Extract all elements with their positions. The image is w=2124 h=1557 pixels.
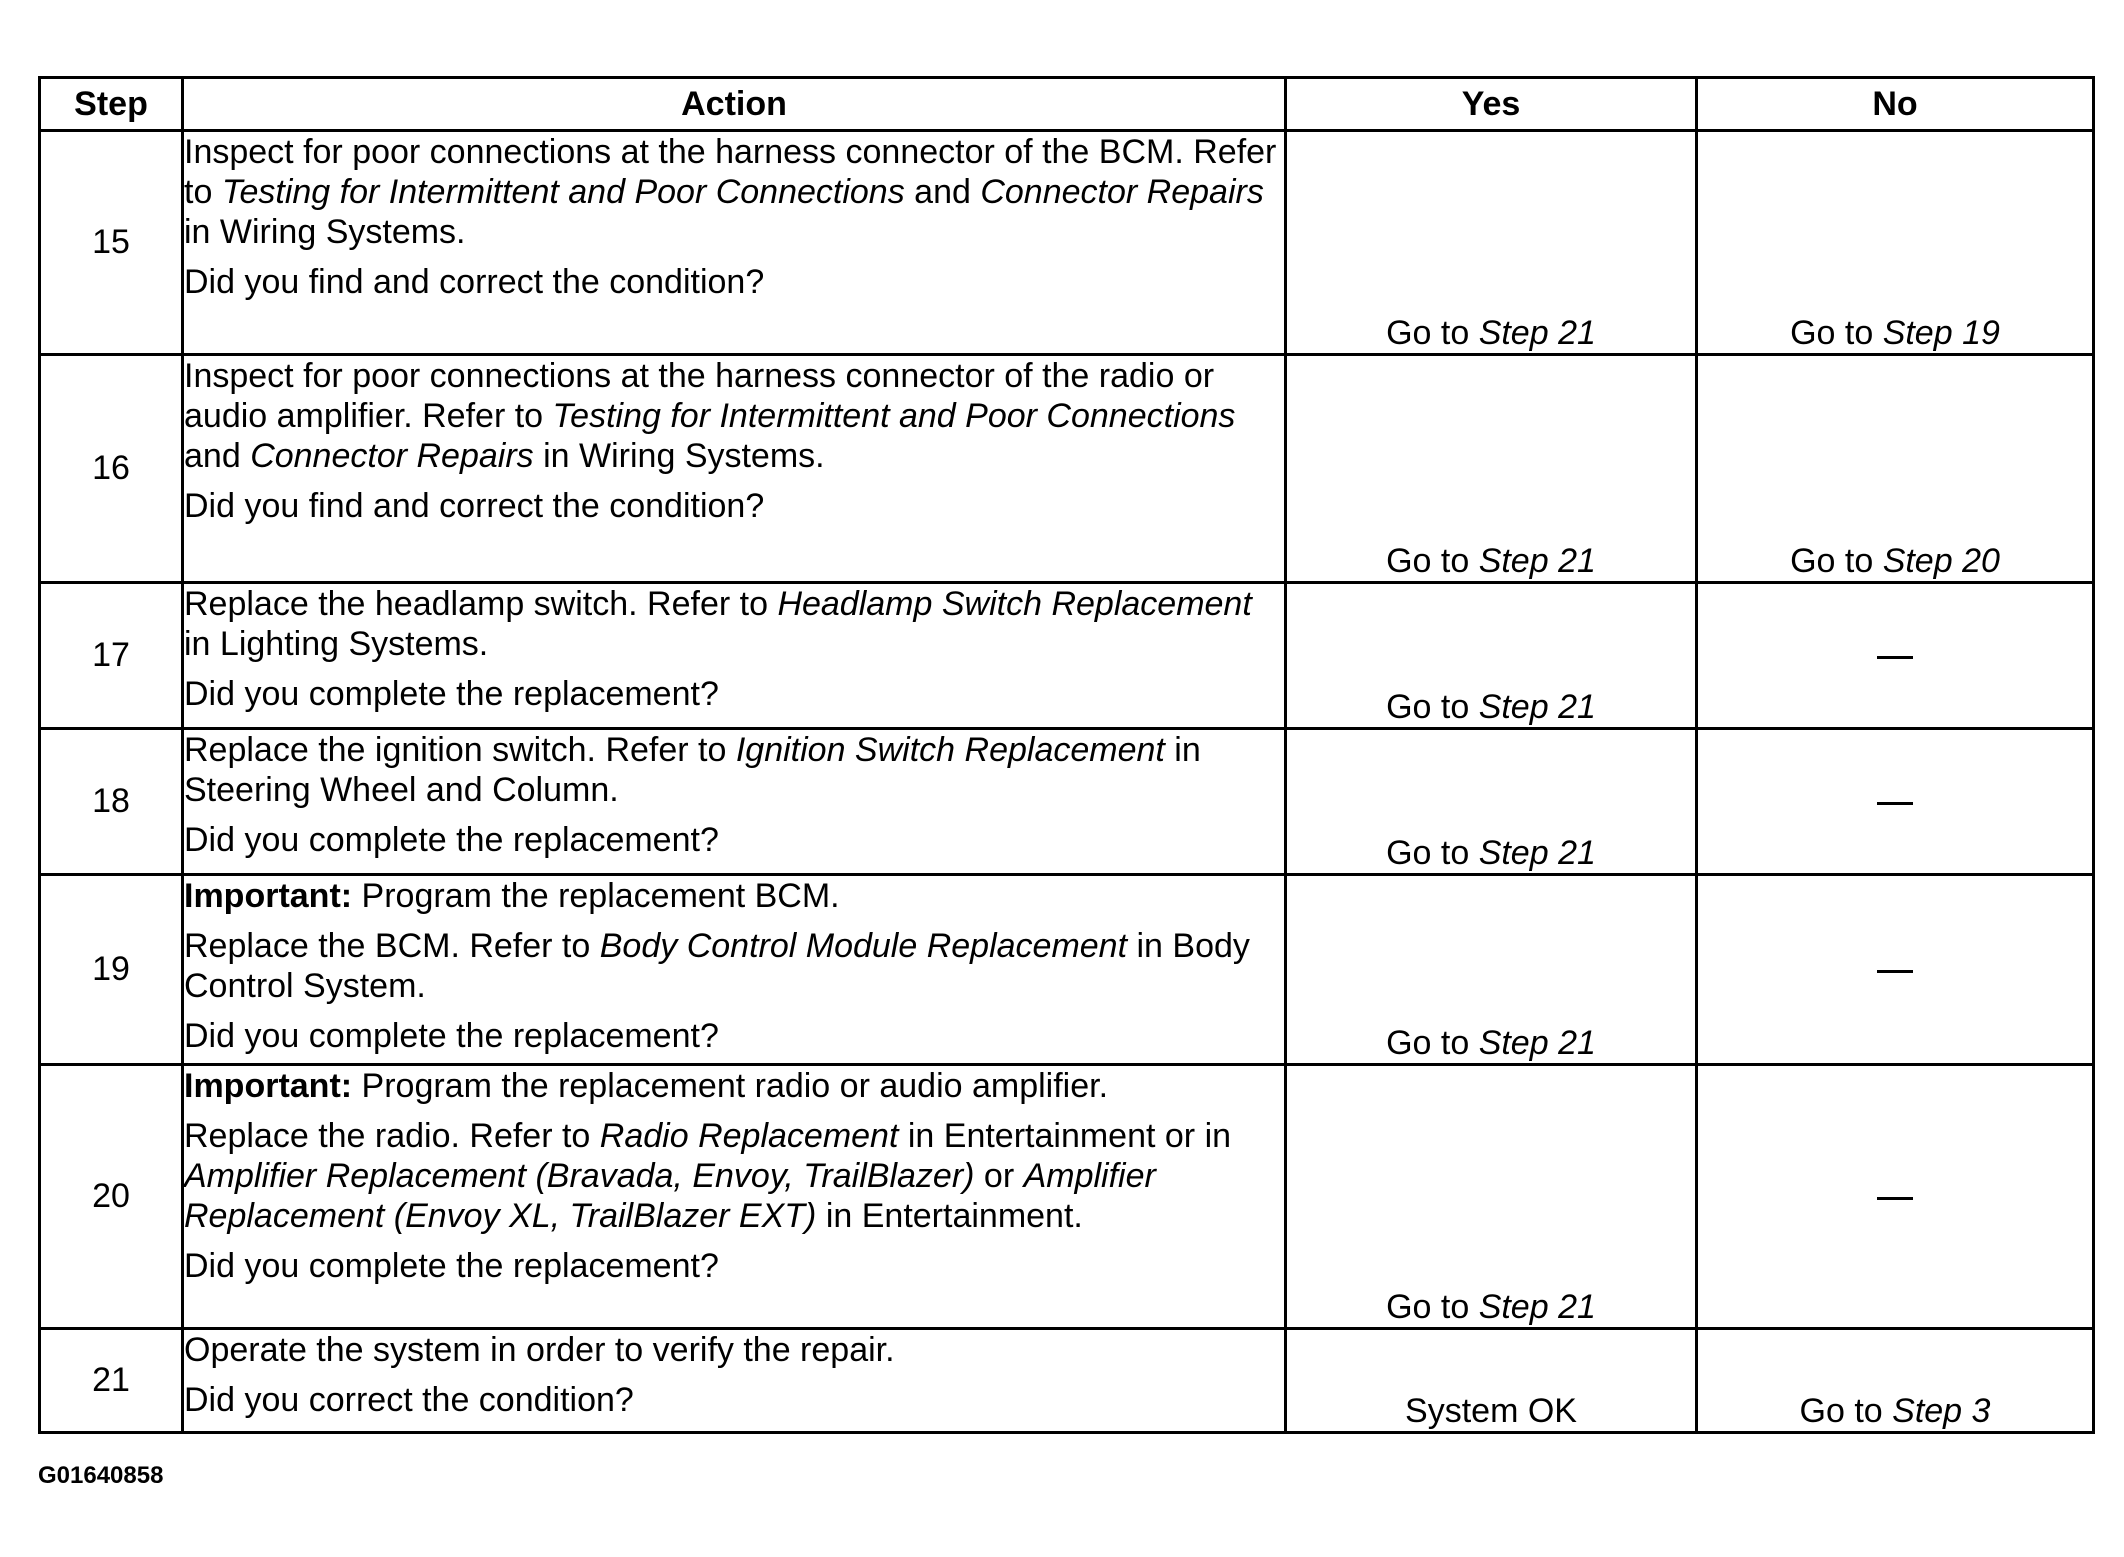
figure-code: G01640858 [38,1462,164,1489]
table-header-row [40,78,2094,131]
reference-title: Body Control Module Replacement [599,927,1128,965]
action-text: in Body Control System. [184,927,1250,1005]
action-text: in Lighting Systems. [184,625,489,663]
action-paragraph [184,356,1284,476]
action-question: Did you complete the replacement? [184,1017,719,1055]
header-yes: Yes [1286,78,1697,131]
action-text: Replace the radio. Refer to [184,1117,600,1155]
yes-cell [1286,355,1697,583]
not-applicable-dash [1877,970,1913,973]
action-text: Inspect for poor connections at the harness connector of the BCM. Refer to [184,133,1277,211]
result-text: Go to [1799,1392,1893,1430]
no-cell [1697,583,2094,729]
action-question: Did you find and correct the condition? [184,487,765,525]
step-reference: Step 21 [1478,834,1596,872]
action-paragraph [184,730,1284,810]
no-cell [1697,131,2094,355]
no-cell [1697,729,2094,875]
important-label: Important: [184,877,353,915]
table-row [40,583,2094,729]
step-reference: Step 21 [1478,1024,1596,1062]
reference-title: Testing for Intermittent and Poor Connections [552,397,1236,435]
action-question: Did you correct the condition? [184,1381,634,1419]
action-cell [183,729,1286,875]
yes-cell [1286,583,1697,729]
action-text: Operate the system in order to verify the repair. [184,1331,895,1369]
reference-title: Amplifier Replacement (Envoy XL, TrailBlazer EXT) [184,1157,1156,1235]
reference-title: Connector Repairs [980,173,1264,211]
yes-cell [1286,1065,1697,1329]
table-row [40,1329,2094,1433]
table-row [40,729,2094,875]
yes-cell [1286,1329,1697,1433]
action-paragraph [184,876,1284,916]
result-text: Go to [1790,542,1883,580]
important-label: Important: [184,1067,353,1105]
step-number: 19 [40,875,183,1065]
table-row [40,355,2094,583]
table-row [40,1065,2094,1329]
action-text: in Wiring Systems. [184,213,466,251]
action-question: Did you complete the replacement? [184,675,719,713]
action-text: in Entertainment. [816,1197,1083,1235]
diagnostic-table [38,76,2095,1434]
step-reference: Step 21 [1478,688,1596,726]
no-cell [1697,1065,2094,1329]
header-step: Step [40,78,183,131]
no-cell [1697,875,2094,1065]
result-text: Go to [1790,314,1883,352]
reference-title: Amplifier Replacement (Bravada, Envoy, TrailBlazer) [184,1157,975,1195]
action-text: and [184,437,251,475]
result-text: Go to [1386,1024,1479,1062]
reference-title: Headlamp Switch Replacement [777,585,1252,623]
diagnostic-table-wrapper [38,76,2092,1434]
result-text: Go to [1386,542,1479,580]
action-paragraph [184,132,1284,252]
reference-title: Testing for Intermittent and Poor Connections [221,173,905,211]
action-text: Replace the BCM. Refer to [184,927,600,965]
no-cell [1697,1329,2094,1433]
action-cell [183,1329,1286,1433]
reference-title: Connector Repairs [250,437,534,475]
step-number: 20 [40,1065,183,1329]
result-text: Go to [1386,1288,1479,1326]
action-paragraph [184,1330,1284,1370]
action-cell [183,355,1286,583]
no-cell [1697,355,2094,583]
action-text: Program the replacement BCM. [352,877,840,915]
action-text: Inspect for poor connections at the harness connector of the radio or audio amplifier. Refer to [184,357,1215,435]
table-row [40,875,2094,1065]
action-cell [183,875,1286,1065]
result-text: Go to [1386,688,1479,726]
step-number: 15 [40,131,183,355]
result-text: System OK [1405,1392,1577,1430]
action-text: in Entertainment or in [898,1117,1232,1155]
step-number: 18 [40,729,183,875]
action-paragraph [184,926,1284,1006]
table-row [40,131,2094,355]
action-paragraph [184,584,1284,664]
step-number: 21 [40,1329,183,1433]
table-body [40,131,2094,1433]
action-question: Did you find and correct the condition? [184,263,765,301]
action-text: Replace the ignition switch. Refer to [184,731,736,769]
yes-cell [1286,875,1697,1065]
action-paragraph [184,1116,1284,1236]
step-reference: Step 21 [1478,314,1596,352]
action-question: Did you complete the replacement? [184,821,719,859]
action-text: and [904,173,981,211]
step-reference: Step 20 [1882,542,2000,580]
header-action: Action [183,78,1286,131]
step-reference: Step 19 [1882,314,2000,352]
not-applicable-dash [1877,1197,1913,1200]
action-cell [183,1065,1286,1329]
yes-cell [1286,729,1697,875]
reference-title: Radio Replacement [599,1117,899,1155]
step-reference: Step 21 [1478,542,1596,580]
result-text: Go to [1386,834,1479,872]
step-reference: Step 21 [1478,1288,1596,1326]
step-number: 17 [40,583,183,729]
action-text: in Steering Wheel and Column. [184,731,1201,809]
not-applicable-dash [1877,802,1913,805]
step-reference: Step 3 [1892,1392,1991,1430]
reference-title: Ignition Switch Replacement [735,731,1165,769]
result-text: Go to [1386,314,1479,352]
yes-cell [1286,131,1697,355]
not-applicable-dash [1877,656,1913,659]
action-text: Replace the headlamp switch. Refer to [184,585,778,623]
action-text: in Wiring Systems. [533,437,825,475]
header-no: No [1697,78,2094,131]
action-cell [183,131,1286,355]
action-text: Program the replacement radio or audio amplifier. [352,1067,1109,1105]
action-text: or [974,1157,1024,1195]
action-question: Did you complete the replacement? [184,1247,719,1285]
action-cell [183,583,1286,729]
action-paragraph [184,1066,1284,1106]
step-number: 16 [40,355,183,583]
